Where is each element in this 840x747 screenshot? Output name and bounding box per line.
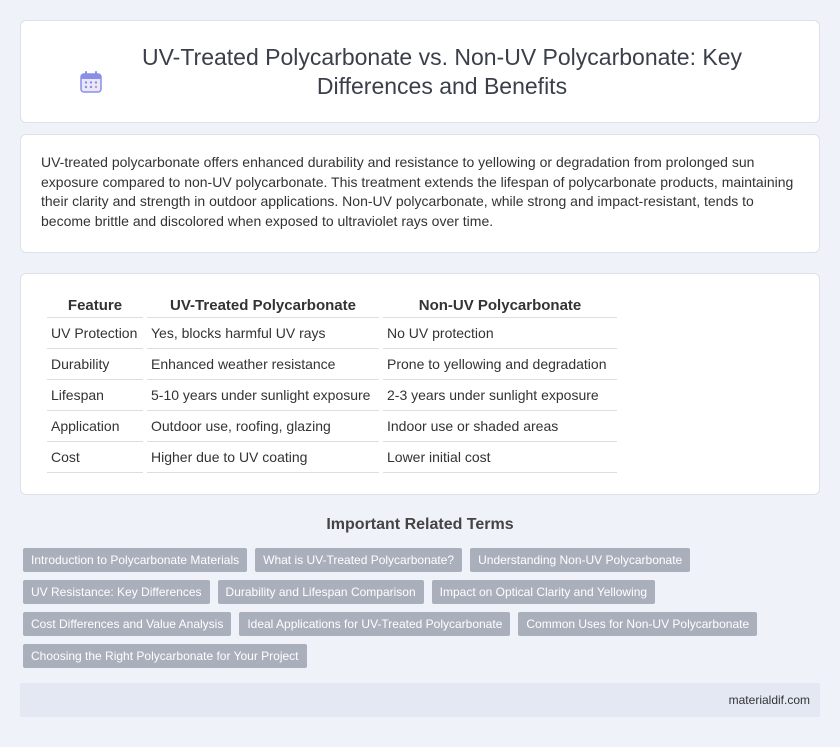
related-term-tag[interactable]: Cost Differences and Value Analysis xyxy=(23,612,231,636)
intro-paragraph: UV-treated polycarbonate offers enhanced durability and resistance to yellowing or degradation from prolonged sun exposure compared to non-UV polycarbonate. This treatment extends the lifespan of polycarbonate products, maintaining their clarity and strength in outdoor applications. Non-UV polycarbonate, while strong and impact-resistant, tends to become brittle and discolored when exposed to ultraviolet rays over time. xyxy=(41,154,794,229)
related-terms-title: Important Related Terms xyxy=(326,516,514,533)
header-uv-treated: UV-Treated Polycarbonate xyxy=(147,296,379,318)
table-cell: 5-10 years under sunlight exposure xyxy=(147,380,379,411)
header-feature: Feature xyxy=(47,296,143,318)
page-title: UV-Treated Polycarbonate vs. Non-UV Polycarbonate: Key Differences and Benefits xyxy=(142,43,742,99)
table-row xyxy=(47,318,617,349)
calendar-icon xyxy=(78,69,104,95)
related-term-tag[interactable]: Introduction to Polycarbonate Materials xyxy=(23,548,247,572)
table-cell: No UV protection xyxy=(383,318,617,349)
related-term-tag[interactable]: Understanding Non-UV Polycarbonate xyxy=(470,548,690,572)
table-cell: Yes, blocks harmful UV rays xyxy=(147,318,379,349)
table-row xyxy=(47,411,617,442)
table-row xyxy=(47,380,617,411)
table-header-row xyxy=(47,296,617,318)
table-cell: UV Protection xyxy=(47,318,143,349)
intro-card xyxy=(20,134,820,253)
footer xyxy=(20,683,820,717)
table-cell: Outdoor use, roofing, glazing xyxy=(147,411,379,442)
related-term-tag[interactable]: What is UV-Treated Polycarbonate? xyxy=(255,548,462,572)
footer-site-link[interactable]: materialdif.com xyxy=(728,693,810,707)
table-cell: Indoor use or shaded areas xyxy=(383,411,617,442)
table-cell: 2-3 years under sunlight exposure xyxy=(383,380,617,411)
related-term-tag[interactable]: Choosing the Right Polycarbonate for Your Project xyxy=(23,644,307,668)
comparison-card xyxy=(20,273,820,495)
table-cell: Enhanced weather resistance xyxy=(147,349,379,380)
related-term-tag[interactable]: UV Resistance: Key Differences xyxy=(23,580,210,604)
table-cell: Lower initial cost xyxy=(383,442,617,473)
table-row xyxy=(47,349,617,380)
table-cell: Prone to yellowing and degradation xyxy=(383,349,617,380)
related-term-tag[interactable]: Impact on Optical Clarity and Yellowing xyxy=(432,580,655,604)
related-terms-list xyxy=(23,548,803,668)
title-card xyxy=(20,20,820,123)
comparison-table xyxy=(43,296,621,473)
table-cell: Lifespan xyxy=(47,380,143,411)
table-cell: Cost xyxy=(47,442,143,473)
table-cell: Higher due to UV coating xyxy=(147,442,379,473)
table-cell: Application xyxy=(47,411,143,442)
header-non-uv: Non-UV Polycarbonate xyxy=(383,296,617,318)
related-term-tag[interactable]: Ideal Applications for UV-Treated Polycarbonate xyxy=(239,612,510,636)
related-term-tag[interactable]: Durability and Lifespan Comparison xyxy=(218,580,424,604)
table-cell: Durability xyxy=(47,349,143,380)
table-row xyxy=(47,442,617,473)
related-term-tag[interactable]: Common Uses for Non-UV Polycarbonate xyxy=(518,612,757,636)
